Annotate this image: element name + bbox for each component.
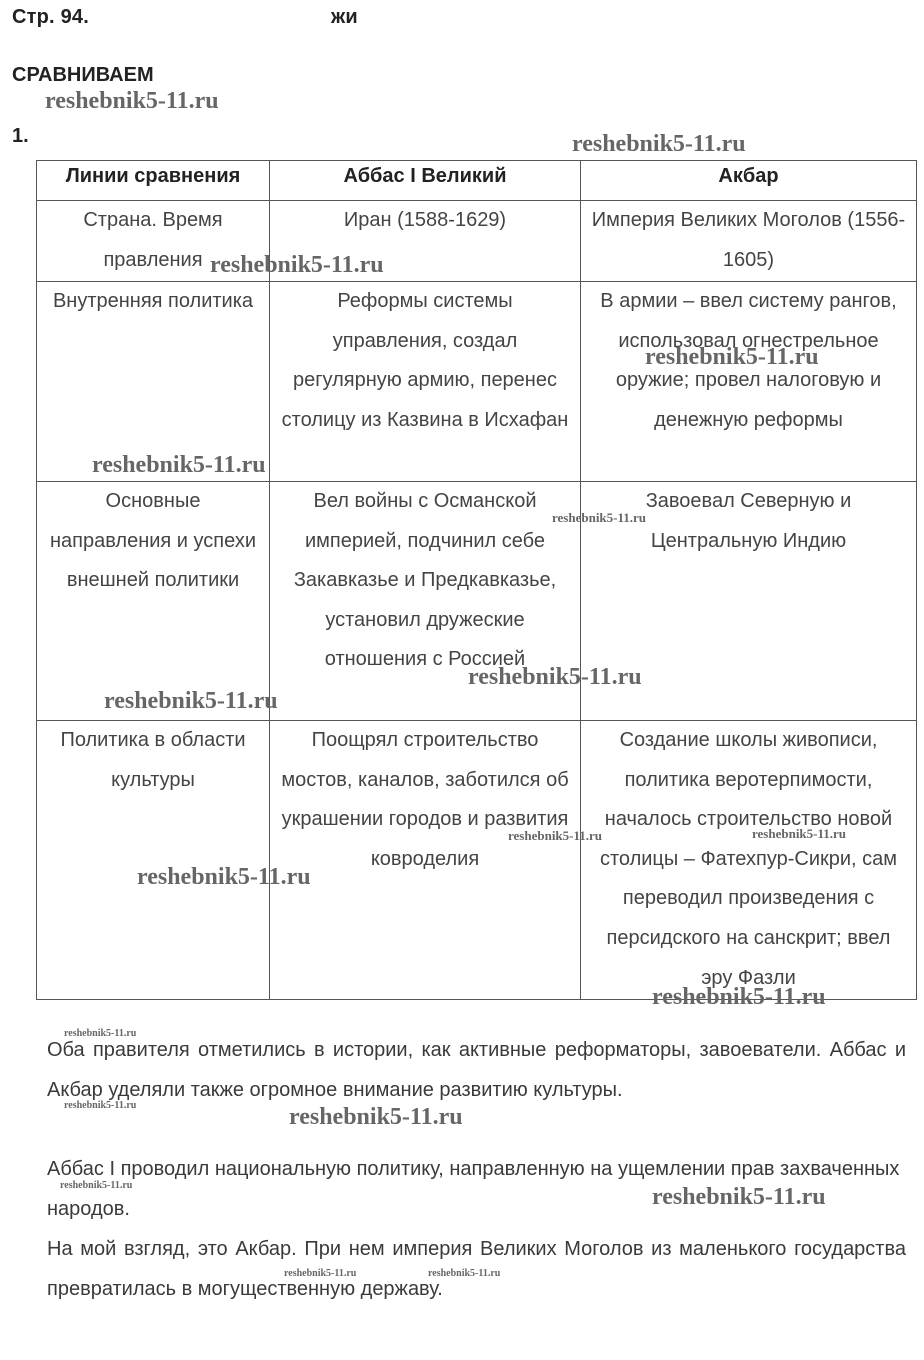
header-criteria: Линии сравнения [37,161,270,201]
table-row [37,282,917,482]
conclusion-paragraph-3: На мой взгляд, это Акбар. При нем империя Великих Моголов из маленького государства превратилась в могущественную державу. [47,1238,906,1300]
watermark: reshebnik5-11.ru [92,452,266,478]
table-header-row [37,161,917,201]
cell-criteria: Страна. Время правления [37,201,270,282]
watermark: reshebnik5-11.ru [137,864,311,890]
watermark: reshebnik5-11.ru [45,88,219,114]
watermark: reshebnik5-11.ru [552,510,647,525]
cell-abbas: Иран (1588-1629) [270,201,581,282]
comparison-table [36,160,917,1000]
cell-akbar: В армии – ввел систему рангов, использовал огнестрельное оружие; провел налоговую и денежную реформы [581,282,917,482]
watermark: reshebnik5-11.ru [60,1180,133,1191]
cell-criteria: Основные направления и успехи внешней политики [37,482,270,721]
watermark: reshebnik5-11.ru [508,828,603,843]
watermark: reshebnik5-11.ru [289,1104,463,1130]
watermark: reshebnik5-11.ru [104,688,278,714]
table-row [37,721,917,1000]
cell-abbas: Поощрял строительство мостов, каналов, заботился об украшении городов и развития ковроделия [270,721,581,1000]
conclusion-paragraph-2: Аббас I проводил национальную политику, направленную на ущемлении прав захваченных народов. [47,1158,900,1220]
conclusion-paragraph-1: Оба правителя отметились в истории, как активные реформаторы, завоеватели. Аббас и Акбар уделяли также огромное внимание развитию культуры. [47,1039,906,1101]
section-title: СРАВНИВАЕМ [12,64,154,86]
watermark: reshebnik5-11.ru [572,131,746,157]
cell-akbar: Империя Великих Моголов (1556-1605) [581,201,917,282]
table-row [37,482,917,721]
watermark: reshebnik5-11.ru [64,1028,137,1039]
watermark: reshebnik5-11.ru [428,1268,501,1279]
cell-criteria: Политика в области культуры [37,721,270,1000]
cell-akbar: Завоевал Северную и Центральную Индию [581,482,917,721]
cell-abbas: Реформы системы управления, создал регулярную армию, перенес столицу из Казвина в Исхафан [270,282,581,482]
table-row [37,201,917,282]
cell-abbas: Вел войны с Османской империей, подчинил себе Закавказье и Предкавказье, установил дружеские отношения с Россией [270,482,581,721]
page-label: Стр. 94. [12,6,89,28]
page-header [12,6,358,29]
watermark: reshebnik5-11.ru [64,1100,137,1111]
task-number: 1. [12,125,29,147]
page-header-tail: жи [331,6,358,28]
header-akbar: Акбар [581,161,917,201]
watermark: reshebnik5-11.ru [210,252,384,278]
watermark: reshebnik5-11.ru [284,1268,357,1279]
cell-criteria: Внутренняя политика [37,282,270,482]
cell-akbar: Создание школы живописи, политика веротерпимости, началось строительство новой столицы – Фатехпур-Сикри, сам переводил произведения с персидского на санскрит; ввел эру Фазли [581,721,917,1000]
watermark: reshebnik5-11.ru [468,664,642,690]
watermark: reshebnik5-11.ru [652,1184,826,1210]
watermark: reshebnik5-11.ru [752,826,847,841]
watermark: reshebnik5-11.ru [645,344,819,370]
watermark: reshebnik5-11.ru [652,984,826,1010]
header-abbas: Аббас I Великий [270,161,581,201]
